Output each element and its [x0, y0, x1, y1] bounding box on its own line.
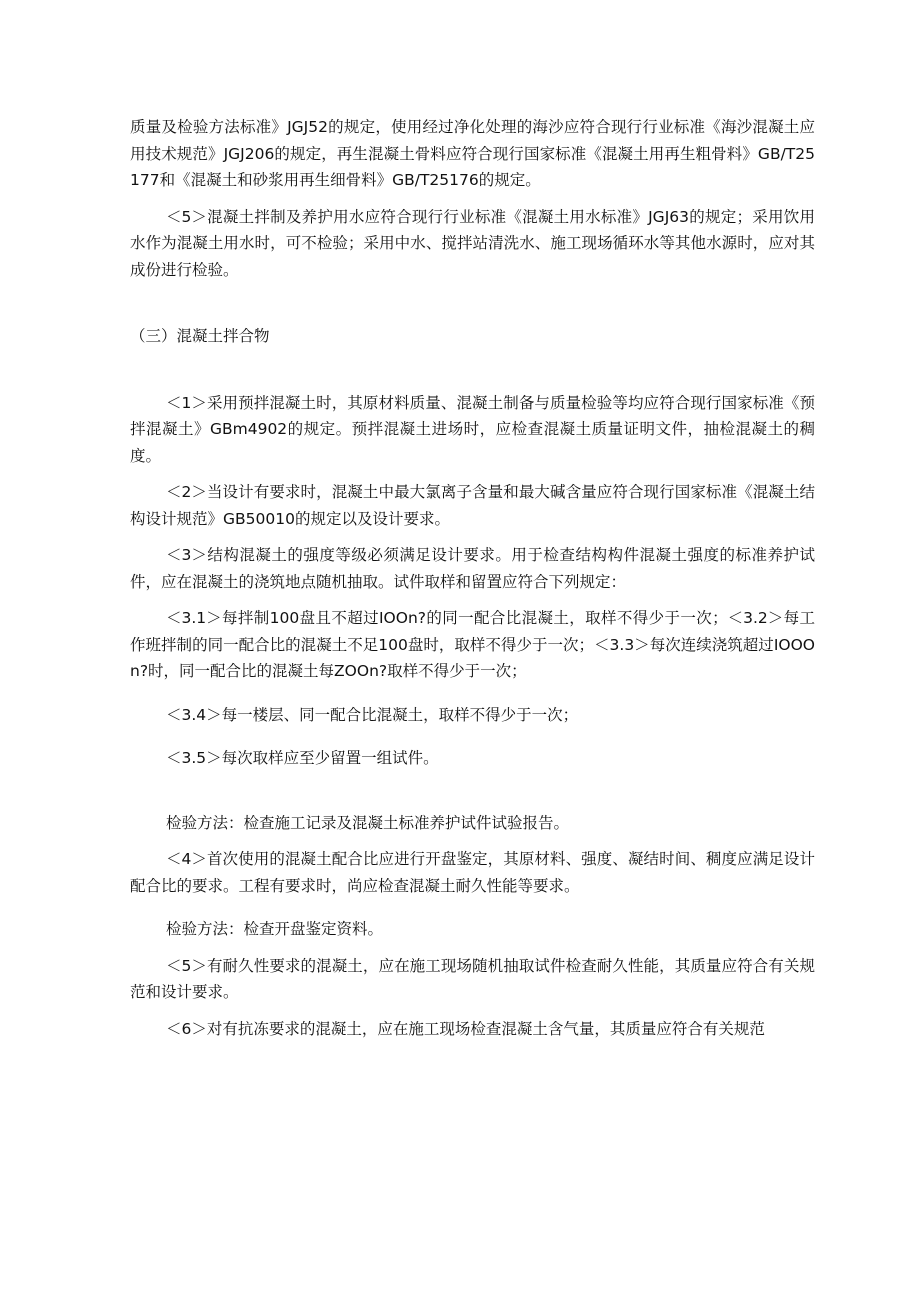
document-page [130, 114, 815, 1042]
paragraph-inspection-method-1: 检验方法：检查施工记录及混凝土标准养护试件试验报告。 [166, 813, 570, 832]
paragraph-aggregate-standards: 质量及检验方法标准》JGJ52的规定，使用经过净化处理的海沙应符合现行行业标准《海沙混凝土应用技术规范》JGJ206的规定，再生混凝土骨料应符合现行国家标准《混凝土用再生粗骨料》GB/T25177和《混凝土和砂浆用再生细骨料》GB/T25176的规定。 [130, 118, 815, 189]
paragraph-sampling-specimen-set: ＜3.5＞每次取样应至少留置一组试件。 [166, 749, 439, 767]
paragraph-water-standard: ＜5＞混凝土拌制及养护用水应符合现行行业标准《混凝土用水标准》JGJ63的规定；采用饮用水作为混凝土用水时，可不检验；采用中水、搅拌站清洗水、施工现场循环水等其他水源时，应对其成份进行检验。 [130, 207, 815, 279]
paragraph-sampling-rules: ＜3.1＞每拌制100盘且不超过IOOn?的同一配合比混凝土，取样不得少于一次；＜3.2＞每工作班拌制的同一配合比的混凝土不足100盘时，取样不得少于一次；＜3.3＞每次连续浇筑超过IOOOn?时，同一配合比的混凝土每ZOOn?取样不得少于一次； [130, 609, 815, 680]
paragraph-sampling-per-floor: ＜3.4＞每一楼层、同一配合比混凝土，取样不得少于一次； [166, 705, 579, 724]
paragraph-mix-proportion: ＜4＞首次使用的混凝土配合比应进行开盘鉴定，其原材料、强度、凝结时间、稠度应满足设计配合比的要求。工程有要求时，尚应检查混凝土耐久性能等要求。 [130, 850, 815, 895]
paragraph-strength-grade: ＜3＞结构混凝土的强度等级必须满足设计要求。用于检查结构构件混凝土强度的标准养护试件，应在混凝土的浇筑地点随机抽取。试件取样和留置应符合下列规定： [130, 546, 815, 591]
paragraph-frost-resistance: ＜6＞对有抗冻要求的混凝土，应在施工现场检查混凝土含气量，其质量应符合有关规范 [166, 1019, 765, 1038]
paragraph-inspection-method-2: 检验方法：检查开盘鉴定资料。 [166, 920, 384, 938]
paragraph-chloride-alkali: ＜2＞当设计有要求时，混凝土中最大氯离子含量和最大碱含量应符合现行国家标准《混凝土结构设计规范》GB50010的规定以及设计要求。 [130, 483, 815, 528]
paragraph-ready-mixed-concrete: ＜1＞采用预拌混凝土时，其原材料质量、混凝土制备与质量检验等均应符合现行国家标准《预拌混凝土》GBm4902的规定。预拌混凝土进场时，应检查混凝土质量证明文件，抽检混凝土的稠度。 [130, 393, 815, 465]
paragraph-durability: ＜5＞有耐久性要求的混凝土，应在施工现场随机抽取试件检查耐久性能，其质量应符合有关规范和设计要求。 [130, 956, 815, 1001]
section-heading-concrete-mixture: （三）混凝土拌合物 [130, 327, 270, 345]
